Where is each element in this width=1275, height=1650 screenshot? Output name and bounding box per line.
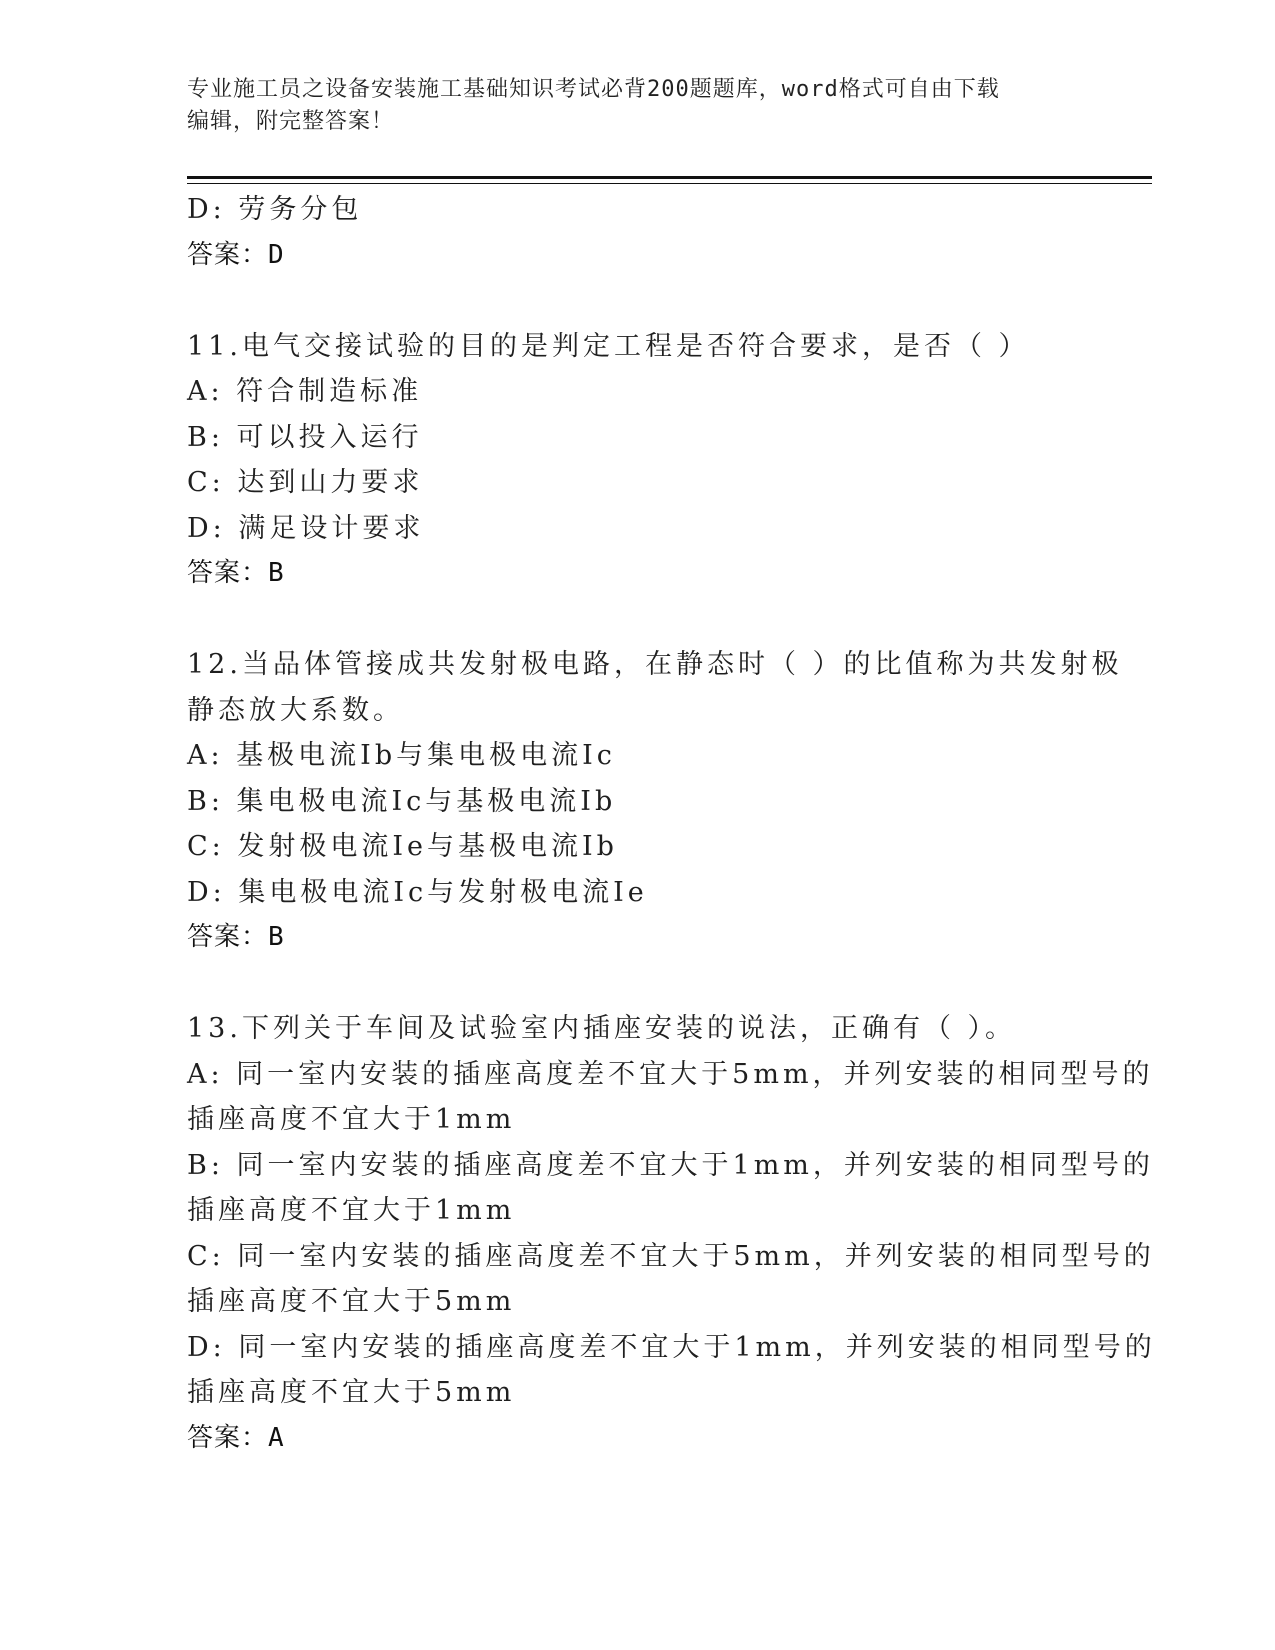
option-d: D: 集电极电流Ic与发射极电流Ie — [187, 876, 648, 908]
option-d: D: 劳务分包 — [187, 194, 363, 225]
question-13 — [187, 1006, 1156, 1461]
option-c-line-1: C: 同一室内安装的插座高度差不宜大于5mm，并列安装的相同型号的 — [187, 1240, 1155, 1272]
option-d-line-2: 插座高度不宜大于5mm — [187, 1377, 516, 1408]
option-a-line-1: A: 同一室内安装的插座高度差不宜大于5mm，并列安装的相同型号的 — [187, 1058, 1154, 1090]
answer-line: 答案：B — [187, 558, 285, 588]
option-b-line-2: 插座高度不宜大于1mm — [187, 1195, 516, 1226]
option-a: A: 符合制造标准 — [187, 376, 423, 407]
question-11 — [187, 324, 1087, 597]
header-divider-thin — [187, 183, 1152, 184]
option-d-line-1: D: 同一室内安装的插座高度差不宜大于1mm，并列安装的相同型号的 — [187, 1331, 1156, 1363]
header-title-line-1: 专业施工员之设备安装施工基础知识考试必背200题题库，word格式可自由下载 — [187, 77, 1000, 102]
option-c-line-2: 插座高度不宜大于5mm — [187, 1286, 516, 1317]
option-c: C: 达到山力要求 — [187, 467, 424, 498]
previous-question-tail — [187, 187, 1087, 278]
question-stem-line-1: 12.当品体管接成共发射极电路，在静态时（ ）的比值称为共发射极 — [187, 649, 1123, 680]
spacer — [187, 961, 1087, 1007]
question-list — [187, 187, 1156, 1461]
option-a-line-2: 插座高度不宜大于1mm — [187, 1104, 516, 1135]
spacer — [187, 278, 1087, 324]
document-header — [187, 74, 1067, 138]
header-title-line-2: 编辑，附完整答案！ — [187, 109, 395, 134]
option-a: A: 基极电流Ib与集电极电流Ic — [187, 740, 616, 771]
answer-line: 答案：B — [187, 922, 285, 952]
header-divider-thick — [187, 176, 1152, 179]
question-12 — [187, 642, 1123, 961]
question-stem-line-2: 静态放大系数。 — [187, 694, 404, 726]
option-c: C: 发射极电流Ie与基极电流Ib — [187, 831, 618, 862]
option-b-line-1: B: 同一室内安装的插座高度差不宜大于1mm，并列安装的相同型号的 — [187, 1149, 1154, 1181]
option-d: D: 满足设计要求 — [187, 512, 425, 544]
spacer — [187, 597, 1087, 643]
question-stem: 11.电气交接试验的目的是判定工程是否符合要求，是否（ ） — [187, 330, 1030, 362]
answer-line: 答案：D — [187, 239, 285, 270]
answer-line: 答案：A — [187, 1422, 285, 1453]
option-b: B: 可以投入运行 — [187, 421, 423, 453]
question-stem: 13.下列关于车间及试验室内插座安装的说法，正确有（ ）。 — [187, 1013, 1017, 1044]
option-b: B: 集电极电流Ic与基极电流Ib — [187, 785, 617, 817]
